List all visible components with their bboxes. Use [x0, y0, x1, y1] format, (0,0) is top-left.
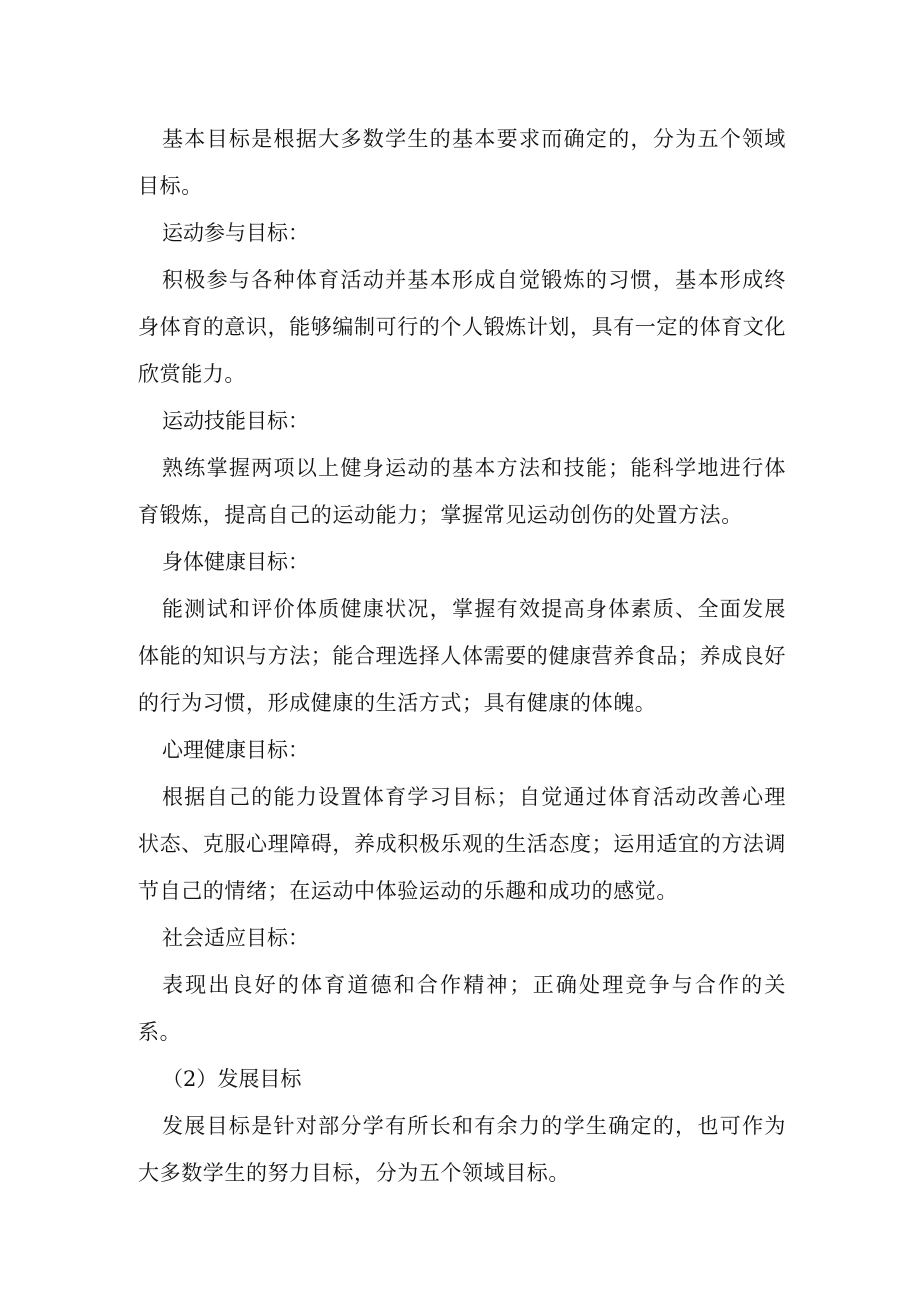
heading-development-goals: （2）发展目标: [162, 1067, 302, 1091]
paragraph-sports-participation: 积极参与各种体育活动并基本形成自觉锻炼的习惯，基本形成终身体育的意识，能够编制可行的个人锻炼计划，具有一定的体育文化欣赏能力。: [138, 268, 786, 386]
paragraph-development-goals: 发展目标是针对部分学有所长和有余力的学生确定的，也可作为大多数学生的努力目标，分为五个领域目标。: [138, 1114, 786, 1185]
heading-sports-participation: 运动参与目标：: [162, 221, 309, 245]
heading-physical-health: 身体健康目标：: [162, 550, 309, 574]
paragraph-basic-goals-intro: 基本目标是根据大多数学生的基本要求而确定的，分为五个领域目标。: [138, 127, 786, 198]
paragraph-physical-health: 能测试和评价体质健康状况，掌握有效提高身体素质、全面发展体能的知识与方法；能合理选择人体需要的健康营养食品；养成良好的行为习惯，形成健康的生活方式；具有健康的体魄。: [138, 597, 786, 715]
paragraph-mental-health: 根据自己的能力设置体育学习目标；自觉通过体育活动改善心理状态、克服心理障碍，养成积极乐观的生活态度；运用适宜的方法调节自己的情绪；在运动中体验运动的乐趣和成功的感觉。: [138, 785, 786, 903]
heading-social-adaptation: 社会适应目标：: [162, 926, 309, 950]
heading-mental-health: 心理健康目标：: [162, 738, 309, 762]
paragraph-sports-skills: 熟练掌握两项以上健身运动的基本方法和技能；能科学地进行体育锻炼，提高自己的运动能力；掌握常见运动创伤的处置方法。: [138, 456, 786, 527]
heading-sports-skills: 运动技能目标：: [162, 409, 309, 433]
paragraph-social-adaptation: 表现出良好的体育道德和合作精神；正确处理竞争与合作的关系。: [138, 973, 786, 1044]
